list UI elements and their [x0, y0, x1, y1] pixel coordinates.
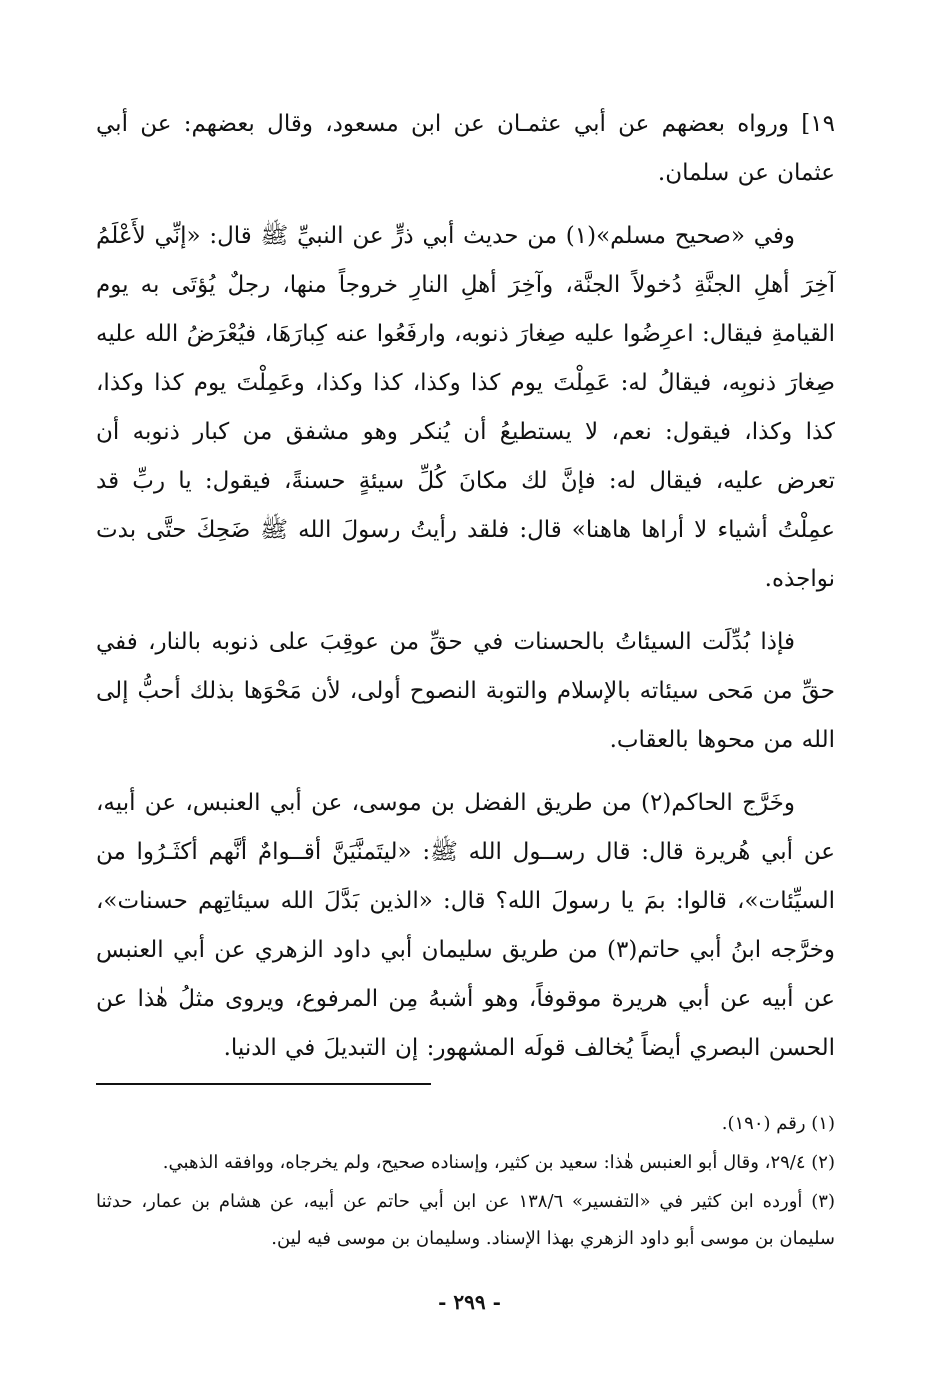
- page-number: - ٢٩٩ -: [438, 1290, 501, 1314]
- footnote-separator-line: [96, 1083, 431, 1085]
- footnote-1: (١) رقم (١٩٠).: [721, 1113, 835, 1134]
- book-page: [96, 100, 835, 1386]
- paragraph-sahih-muslim-hadith: وفي «صحيح مسلم»(١) من حديث أبي ذرٍّ عن النبيِّ ﷺ قال: «إنِّي لأَعْلَمُ آخِرَ أهلِ الجنَّةِ دُخولاً الجنَّة، وآخِرَ أهلِ النارِ خروجاً منها، رجلٌ يُؤتَى به يوم القيامةِ فيقال: اعرِضُوا عليه صِغارَ ذنوبه، وارفَعُوا عنه كِبارَهَا، فيُعْرَضُ الله عليه صِغارَ ذنوبِه، فيقالُ له: عَمِلْتَ يوم كذا وكذا، كذا وكذا، وعَمِلْتَ يوم كذا وكذا، كذا وكذا، فيقول: نعم، لا يستطيعُ أن يُنكر وهو مشفق من كبار ذنوبه أن تعرض عليه، فيقال له: فإنَّ لك مكانَ كُلِّ سيئةٍ حسنةً، فيقول: يا ربِّ قد عمِلْتُ أشياء لا أراها هاهنا» قال: فلقد رأيتُ رسولَ الله ﷺ ضَحِكَ حتَّى بدت نواجذه.: [96, 223, 836, 592]
- paragraph-sins-replaced: فإذا بُدِّلَت السيئاتُ بالحسنات في حقِّ من عوقِبَ على ذنوبه بالنار، ففي حقِّ من مَحى سيئاته بالإسلام والتوبة النصوح أولى، لأن مَحْوَها بذلك أحبُّ إلى الله من محوها بالعقاب.: [96, 629, 835, 753]
- footnote-separator: [96, 1073, 835, 1093]
- footnote-3: (٣) أورده ابن كثير في «التفسير» ١٣٨/٦ عن ابن أبي حاتم عن أبيه، عن هشام بن عمار، حدثنا سليمان بن موسى أبو داود الزهري بهذا الإسناد. وسليمان بن موسى فيه لين.: [96, 1191, 835, 1249]
- footnotes: [96, 1105, 835, 1257]
- paragraph-hadith-19-note: ١٩] ورواه بعضهم عن أبي عثمـان عن ابن مسعود، وقال بعضهم: عن أبي عثمان عن سلمان.: [96, 111, 835, 186]
- footnote-2: (٢) ٢٩/٤، وقال أبو العنبس هٰذا: سعيد بن كثير، وإسناده صحيح، ولم يخرجاه، ووافقه الذهبي.: [162, 1152, 835, 1173]
- paragraph-hakim-narration: وخَرَّج الحاكم(٢) من طريق الفضل بن موسى، عن أبي العنبس، عن أبيه، عن أبي هُريرة قال: قال رســول الله ﷺ: «ليتَمنَّيَنَّ أقــوامٌ أنَّهم أكثَـرُوا من السيِّئات»، قالوا: بمَ يا رسولَ الله؟ قال: «الذين بَدَّلَ الله سيئاتِهم حسنات»، وخرَّجه ابنُ أبي حاتم(٣) من طريق سليمان أبي داود الزهري عن أبي العنبس عن أبيه عن أبي هريرة موقوفاً، وهو أشبهُ مِن المرفوع، ويروى مثلُ هٰذا عن الحسن البصري أيضاً يُخالف قولَه المشهور: إن التبديلَ في الدنيا.: [96, 790, 835, 1061]
